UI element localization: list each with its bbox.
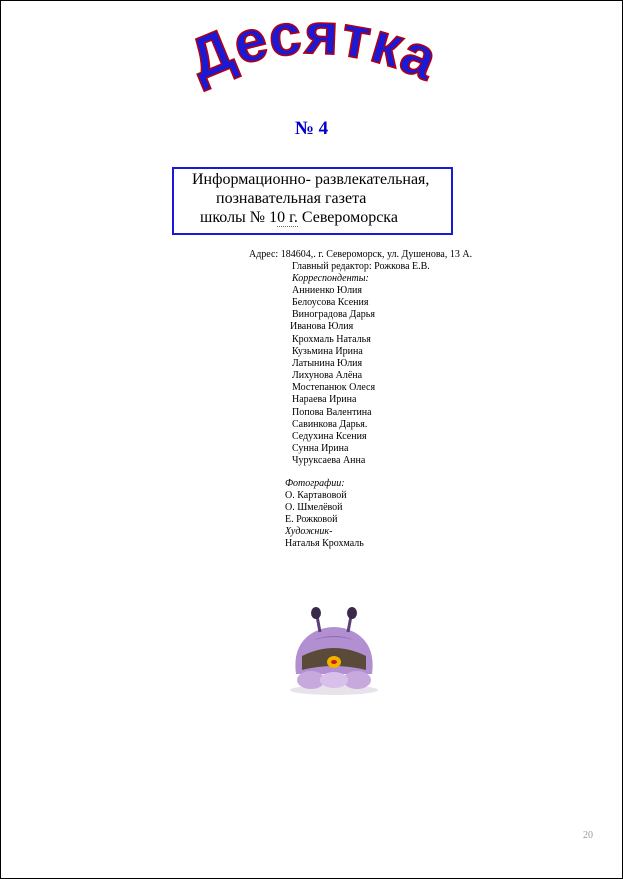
masthead-title [161,11,461,111]
correspondent-item: Сунна Ирина [292,442,349,454]
correspondent-item: Попова Валентина [292,406,372,418]
info-line-1: Информационно- развлекательная, [192,171,430,188]
page-number: 20 [583,830,593,841]
photos-label: Фотографии: [285,478,345,489]
issue-number: № 4 [294,118,329,139]
artist-label: Художник- [285,526,333,537]
correspondent-item: Седухина Ксения [292,430,367,442]
photographer-item: О. Картавовой [285,490,347,501]
correspondent-item: Крохмаль Наталья [292,333,371,345]
photographer-item: Е. Рожковой [285,514,338,525]
artist-name: Наталья Крохмаль [285,538,364,549]
svg-text:Десятка [180,11,448,93]
correspondent-item: Нараева Ирина [292,394,357,406]
photographer-item: О. Шмелёвой [285,502,343,513]
correspondent-item: Мостепанюк Олеся [292,382,376,394]
correspondent-item: Белоусова Ксения [292,297,369,309]
correspondent-item: Савинкова Дарья. [292,418,368,430]
info-line-3: школы № 10 г. Североморска [200,209,398,226]
correspondent-item: Кузьмина Ирина [292,345,363,357]
masthead-title-text: Десятка [179,11,448,94]
info-box [172,167,453,235]
correspondents-label: Корреспонденты: [292,273,369,284]
correspondent-item: Виноградова Дарья [292,309,375,321]
correspondent-item: Иванова Юлия [290,321,354,333]
info-line-2: познавательная газета [216,190,367,207]
correspondent-item: Анниенко Юлия [292,285,363,296]
address: Адрес: 184604,. г. Североморск, ул. Душенова, 13 А. [249,249,473,260]
furby-mascot-image [284,604,384,696]
chief-editor: Главный редактор: Рожкова Е.В. [292,261,430,272]
correspondent-item: Лихунова Алёна [292,370,363,382]
correspondent-item: Чуруксаева Анна [292,455,366,467]
correspondent-item: Латынина Юлия [292,357,363,369]
